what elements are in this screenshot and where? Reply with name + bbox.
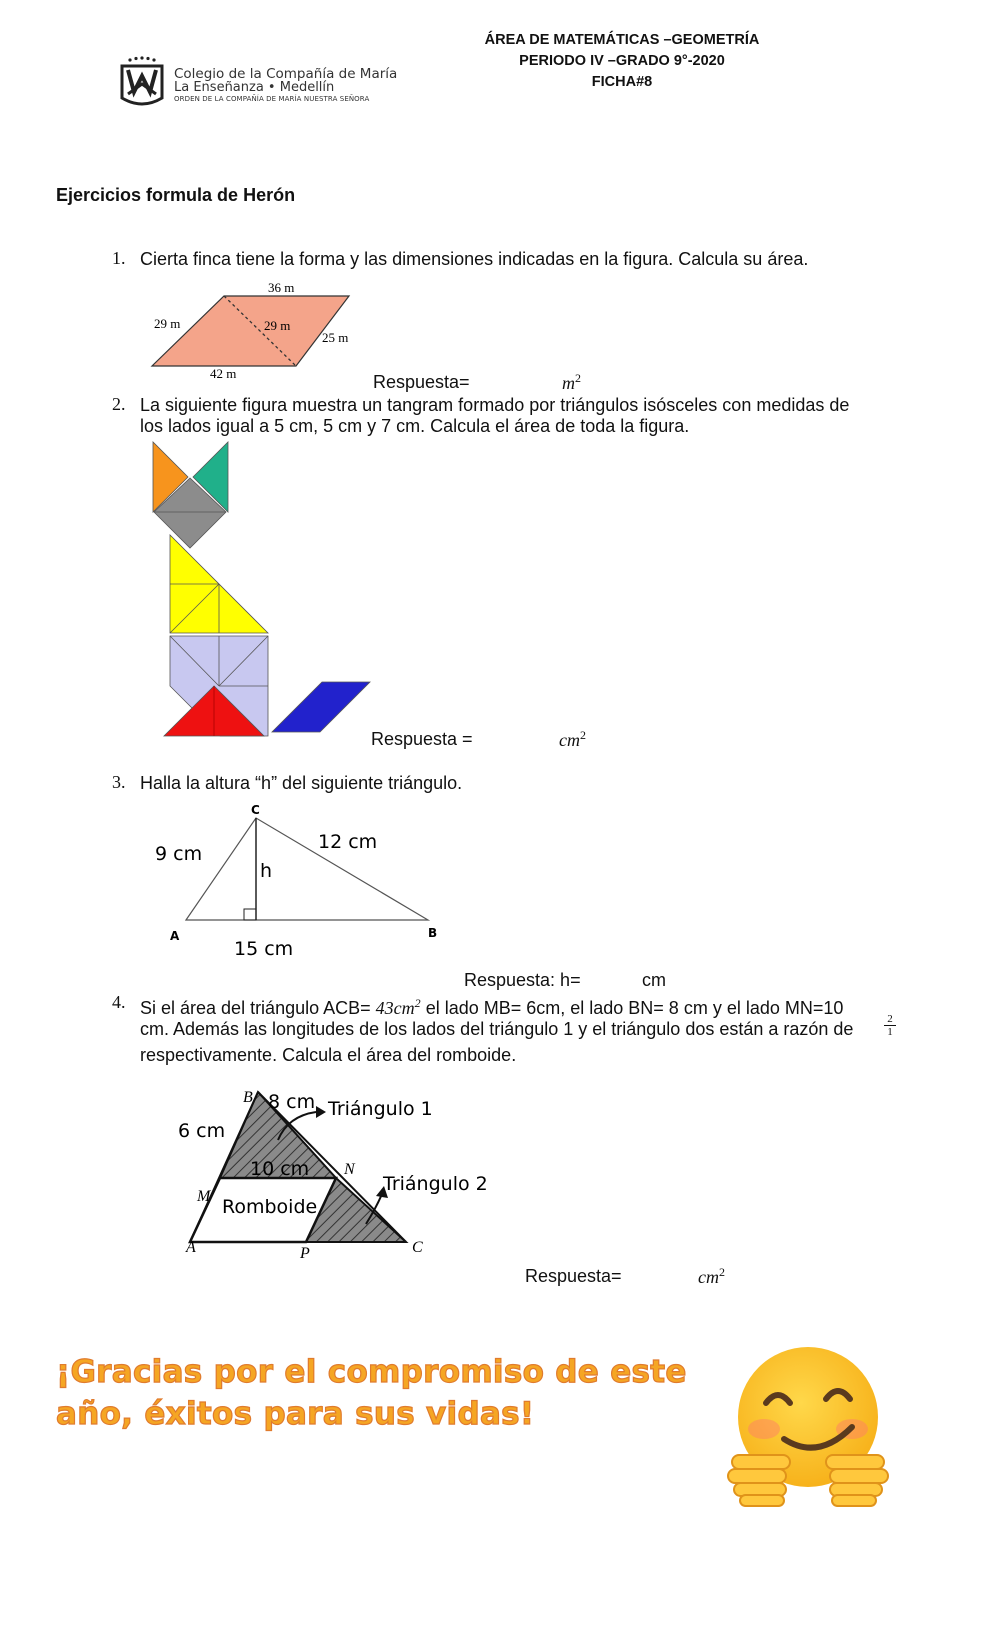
school-name: Colegio de la Compañía de María <box>174 66 398 82</box>
exercise-1-answer-label: Respuesta= <box>373 372 470 392</box>
exercise-1-unit: $m^2$ <box>562 371 581 393</box>
page-title: Ejercicios formula de Herón <box>56 185 296 205</box>
exercise-4-answer-blank[interactable] <box>632 1264 692 1286</box>
vertex-C: C <box>251 803 260 817</box>
tangram-blue-tail <box>272 682 370 732</box>
vertex-C: C <box>412 1239 423 1256</box>
exercise-3-text: Halla la altura “h” del siguiente triángulo. <box>140 773 463 793</box>
school-crest-icon <box>118 54 166 112</box>
exercise-1-number: 1. <box>112 248 126 268</box>
exercise-4-number: 4. <box>112 992 126 1012</box>
side-AC: 9 cm <box>155 843 203 865</box>
closing-line-1: ¡Gracias por el compromiso de este <box>56 1354 687 1390</box>
exercise-4-text-2: cm. Además las longitudes de los lados del triángulo 1 y el triángulo dos están a razón de <box>140 1019 854 1039</box>
exercise-4-text-1: Si el área del triángulo $ACB= 43cm^2$ el lado MB= 6cm, el lado BN= 8 cm y el lado MN=10 <box>140 996 844 1018</box>
exercise-3-answer-blank[interactable] <box>588 968 636 990</box>
vertex-A: A <box>186 1239 196 1256</box>
closing-line-2: año, éxitos para sus vidas! <box>56 1396 535 1432</box>
farm-trapezoid <box>152 296 349 366</box>
right-angle-mark <box>244 909 256 920</box>
exercise-3-figure <box>150 798 450 968</box>
exercise-2-text-1: La siguiente figura muestra un tangram formado por triángulos isósceles con medidas de <box>140 395 850 415</box>
school-city: La Enseñanza • Medellín <box>174 80 335 95</box>
header-sheet: FICHA#8 <box>591 74 653 90</box>
triangle-2-label: Triángulo 2 <box>383 1173 488 1195</box>
hugging-face-emoji-icon <box>726 1343 891 1508</box>
side-MB: 6 cm <box>178 1120 226 1142</box>
exercise-2-answer-blank[interactable] <box>482 727 552 749</box>
label-top: 36 m <box>268 280 295 295</box>
header-area: ÁREA DE MATEMÁTICAS –GEOMETRÍA <box>484 32 760 48</box>
romboide-label: Romboide <box>222 1196 318 1218</box>
exercise-1-answer-blank[interactable] <box>480 370 554 392</box>
exercise-2-number: 2. <box>112 394 126 414</box>
vertex-B: B <box>428 926 438 940</box>
header-period: PERIODO IV –GRADO 9°-2020 <box>519 53 725 69</box>
exercise-1-text: Cierta finca tiene la forma y las dimensiones indicadas en la figura. Calcula su área. <box>140 249 809 269</box>
exercise-3-unit: cm <box>642 970 666 990</box>
school-order: ORDEN DE LA COMPAÑÍA DE MARÍA NUESTRA SEÑORA <box>174 95 370 103</box>
exercise-3-answer-label: Respuesta: h= <box>464 970 581 990</box>
exercise-2-text-2: los lados igual a 5 cm, 5 cm y 7 cm. Calcula el área de toda la figura. <box>140 416 690 436</box>
vertex-N: N <box>344 1161 355 1178</box>
ratio-fraction <box>884 1013 896 1038</box>
vertex-P: P <box>300 1245 310 1262</box>
exercise-4-answer-label: Respuesta= <box>525 1266 622 1286</box>
label-bottom: 42 m <box>210 366 237 381</box>
tangram-figure <box>150 440 380 740</box>
height-label: h <box>260 860 273 882</box>
triangle-ABC <box>186 818 428 920</box>
ratio-numerator: 2 <box>884 1013 896 1026</box>
vertex-A: A <box>170 929 180 943</box>
school-logo <box>118 54 166 112</box>
exercise-2-unit: $cm^2$ <box>559 728 586 750</box>
exercise-4-unit: $cm^2$ <box>698 1265 725 1287</box>
vertex-B: B <box>243 1089 253 1106</box>
label-left: 29 m <box>154 316 181 331</box>
exercise-4-text-3: respectivamente. Calcula el área del romboide. <box>140 1045 517 1065</box>
vertex-M: M <box>197 1188 211 1205</box>
side-AB: 15 cm <box>234 938 294 960</box>
exercise-2-answer-label: Respuesta = <box>371 729 473 749</box>
ratio-denominator: 1 <box>887 1026 893 1038</box>
side-CB: 12 cm <box>318 831 378 853</box>
exercise-3-number: 3. <box>112 772 126 792</box>
triangle-1-label: Triángulo 1 <box>328 1098 433 1120</box>
exercise-1-figure <box>140 276 380 386</box>
exercise-4-figure <box>170 1082 510 1267</box>
side-MN: 10 cm <box>250 1158 310 1180</box>
side-BN: 8 cm <box>268 1091 316 1113</box>
label-diagonal: 29 m <box>264 318 291 333</box>
label-right: 25 m <box>322 330 349 345</box>
